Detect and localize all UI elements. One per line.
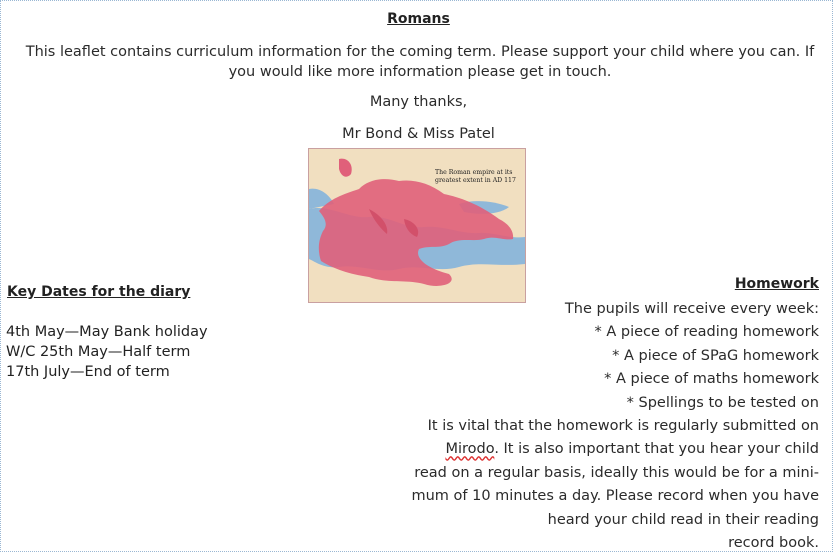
homework-item: * A piece of maths homework: [604, 371, 819, 388]
homework-intro: The pupils will receive every week:: [564, 301, 819, 317]
homework-item: * Spellings to be tested on: [626, 394, 819, 411]
intro-text: This leaflet contains curriculum information for the coming term. Please support your child where you can. If you would like more information please get in touch.: [25, 44, 815, 80]
homework-paragraph-line: It is vital that the homework is regularly submitted on: [427, 418, 819, 435]
homework-paragraph-line: mum of 10 minutes a day. Please record when you have: [411, 488, 819, 505]
map-caption: The Roman empire at its greatest extent in AD 117: [435, 169, 516, 184]
homework-paragraph-line: record book.: [728, 535, 819, 552]
homework-item: * A piece of SPaG homework: [612, 347, 819, 364]
homework-text: [389, 298, 819, 555]
mirodo-word: Mirodo: [445, 441, 495, 458]
homework-paragraph-line: [389, 438, 819, 461]
key-dates-list: [6, 322, 208, 382]
homework-paragraph-line: read on a regular basis, ideally this would be for a mini-: [414, 464, 819, 481]
page-title: Romans: [387, 11, 450, 27]
homework-paragraph-line: heard your child read in their reading: [547, 511, 819, 528]
date-item: W/C 25th May—Half term: [6, 344, 191, 360]
roman-empire-map: [308, 148, 526, 303]
thanks-text: Many thanks,: [369, 94, 468, 110]
key-dates-heading: Key Dates for the diary: [7, 284, 191, 300]
date-item: 4th May—May Bank holiday: [6, 324, 208, 340]
signature: Mr Bond & Miss Patel: [342, 126, 495, 142]
homework-paragraph-rest: . It is also important that you hear your child: [494, 441, 819, 458]
homework-item: * A piece of reading homework: [594, 324, 819, 341]
date-item: 17th July—End of term: [6, 364, 170, 380]
homework-heading: Homework: [734, 276, 819, 292]
